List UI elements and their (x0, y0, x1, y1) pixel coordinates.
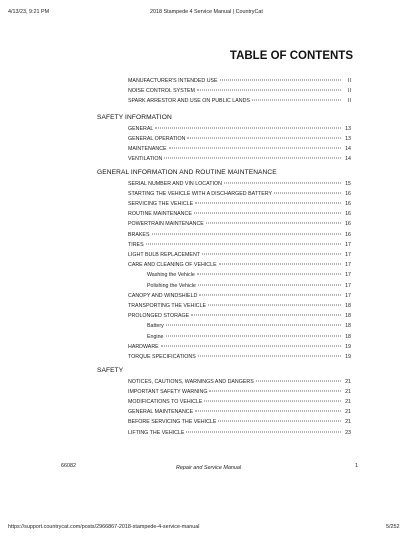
toc-entry-page: 21 (345, 388, 351, 395)
toc-dot-leader (195, 411, 341, 412)
toc-entry-page: 14 (345, 145, 351, 152)
toc-entry-title: ROUTINE MAINTENANCE (128, 211, 192, 218)
toc-entry-page: 21 (345, 398, 351, 405)
toc-entry (128, 135, 351, 143)
toc-entry-title: GENERAL (128, 125, 154, 132)
toc-dot-leader (199, 294, 341, 295)
toc-entry (128, 97, 351, 105)
toc-entry (128, 145, 351, 153)
toc-entry-page: 16 (345, 200, 351, 207)
toc-entry (128, 180, 351, 188)
toc-section-heading: SAFETY (97, 367, 124, 374)
document-number: 66082 (61, 463, 76, 469)
toc-dot-leader (164, 158, 341, 159)
toc-dot-leader (202, 253, 341, 254)
toc-entry-page: 17 (345, 292, 351, 299)
toc-dot-leader (197, 90, 341, 91)
toc-entry-title: NOISE CONTROL SYSTEM (128, 88, 195, 95)
toc-entry-title: PROLONGED STORAGE (128, 313, 190, 320)
toc-entry (128, 231, 351, 239)
toc-entry-title: Washing the Vehicle (147, 272, 195, 279)
toc-entry-title: GENERAL OPERATION (128, 135, 186, 142)
toc-entry-page: 16 (345, 231, 351, 238)
toc-dot-leader (191, 315, 341, 316)
toc-dot-leader (274, 192, 341, 193)
toc-entry (128, 418, 351, 426)
toc-section-heading: GENERAL INFORMATION AND ROUTINE MAINTENANCE (97, 169, 277, 176)
toc-entry (128, 302, 351, 310)
toc-entry-page: 17 (345, 241, 351, 248)
toc-entry (128, 241, 351, 249)
toc-entry-page: 13 (345, 135, 351, 142)
toc-entry-title: Engine (147, 333, 164, 340)
toc-entry-title: BEFORE SERVICING THE VEHICLE (128, 419, 217, 426)
print-url: https://support.countrycat.com/posts/2966867-2018-stampede-4-service-manual (8, 524, 200, 530)
toc-entry-title: TORQUE SPECIFICATIONS (128, 353, 196, 360)
print-page-title: 2018 Stampede 4 Service Manual | CountryCat (150, 9, 263, 15)
toc-entry-page: 18 (345, 313, 351, 320)
toc-entry (128, 398, 351, 406)
toc-entry-title: VENTILATION (128, 156, 163, 163)
toc-entry-title: LIFTING THE VEHICLE (128, 429, 185, 436)
toc-dot-leader (194, 213, 341, 214)
footer-page-number: 1 (355, 463, 359, 469)
toc-entry-title: CANOPY AND WINDSHIELD (128, 292, 198, 299)
toc-dot-leader (155, 127, 341, 128)
toc-entry-title: IMPORTANT SAFETY WARNING (128, 388, 208, 395)
toc-entry-page: 16 (345, 211, 351, 218)
toc-dot-leader (218, 421, 341, 422)
toc-entry-page: 18 (345, 333, 351, 340)
toc-dot-leader (198, 355, 341, 356)
toc-entry (128, 87, 351, 95)
toc-entry-page: 21 (345, 378, 351, 385)
toc-dot-leader (209, 390, 341, 391)
toc-entry-page: 23 (345, 429, 351, 436)
toc-entry-title: Polishing the Vehicle (147, 282, 196, 289)
toc-entry-title: MANUFACTURER'S INTENDED USE (128, 78, 218, 84)
toc-entry-title: Battery (147, 323, 164, 330)
toc-entry-page: 21 (345, 419, 351, 426)
toc-entry (128, 292, 351, 300)
toc-entry-title: STARTING THE VEHICLE WITH A DISCHARGED BATTERY (128, 190, 273, 197)
toc-entry-title: HARDWARE (128, 343, 159, 350)
toc-entry-title: NOTICES, CAUTIONS, WARNINGS AND DANGERS (128, 378, 254, 385)
toc-dot-leader (197, 274, 341, 275)
toc-entry-page: 18 (345, 323, 351, 330)
toc-subentry (147, 271, 351, 279)
toc-dot-leader (256, 380, 341, 381)
toc-entry (128, 200, 351, 208)
toc-entry-page: 14 (345, 156, 351, 163)
toc-entry (128, 220, 351, 228)
toc-dot-leader (252, 100, 341, 101)
toc-dot-leader (220, 80, 341, 81)
toc-entry-title: GENERAL MAINTENANCE (128, 409, 194, 416)
toc-entry-page: 16 (345, 190, 351, 197)
toc-entry-title: BRAKES (128, 231, 150, 238)
toc-dot-leader (219, 264, 341, 265)
toc-dot-leader (161, 345, 341, 346)
toc-entry (128, 77, 351, 85)
toc-entry (128, 155, 351, 163)
toc-entry-page: 21 (345, 409, 351, 416)
toc-entry-title: MODIFICATIONS TO VEHICLE (128, 398, 203, 405)
page-title: TABLE OF CONTENTS (229, 50, 353, 62)
toc-dot-leader (186, 431, 341, 432)
toc-entry-page: II (348, 78, 351, 84)
toc-entry-page: 17 (345, 251, 351, 258)
toc-entry (128, 312, 351, 320)
toc-entry (128, 429, 351, 437)
toc-entry (128, 125, 351, 133)
toc-section-heading: SAFETY INFORMATION (97, 114, 172, 121)
toc-dot-leader (169, 147, 341, 148)
toc-dot-leader (195, 202, 341, 203)
toc-entry-title: SPARK ARRESTOR AND USE ON PUBLIC LANDS (128, 98, 250, 105)
toc-entry (128, 210, 351, 218)
toc-subentry (147, 322, 351, 330)
toc-entry-page: 13 (345, 125, 351, 132)
print-page-count: 5/252 (386, 524, 400, 530)
toc-entry-title: TIRES (128, 241, 144, 248)
toc-subentry (147, 333, 351, 341)
toc-dot-leader (187, 137, 341, 138)
toc-entry-title: SERVICING THE VEHICLE (128, 200, 194, 207)
toc-entry-page: II (348, 88, 351, 95)
toc-entry-title: POWERTRAIN MAINTENANCE (128, 221, 204, 228)
toc-entry-title: TRANSPORTING THE VEHICLE (128, 302, 207, 309)
toc-subentry (147, 282, 351, 290)
toc-entry (128, 408, 351, 416)
print-datetime: 4/13/23, 9:21 PM (8, 9, 50, 15)
toc-dot-leader (224, 182, 341, 183)
toc-dot-leader (198, 284, 341, 285)
toc-entry (128, 353, 351, 361)
toc-entry (128, 388, 351, 396)
toc-entry-page: 19 (345, 343, 351, 350)
toc-dot-leader (146, 243, 341, 244)
toc-entry-page: II (348, 98, 351, 105)
toc-entry-page: 17 (345, 282, 351, 289)
toc-entry (128, 261, 351, 269)
toc-dot-leader (206, 223, 341, 224)
toc-dot-leader (204, 400, 341, 401)
toc-entry-title: LIGHT BULB REPLACEMENT (128, 251, 201, 258)
toc-dot-leader (208, 304, 341, 305)
toc-entry-title: CARE AND CLEANING OF VEHICLE (128, 262, 217, 269)
toc-entry-title: MAINTENANCE (128, 145, 167, 152)
toc-entry-page: 19 (345, 353, 351, 360)
toc-dot-leader (166, 335, 342, 336)
toc-entry (128, 190, 351, 198)
toc-entry (128, 251, 351, 259)
toc-entry-page: 16 (345, 221, 351, 228)
toc-dot-leader (152, 233, 342, 234)
toc-entry (128, 378, 351, 386)
toc-entry-title: SERIAL NUMBER AND VIN LOCATION (128, 180, 222, 187)
toc-entry-page: 15 (345, 180, 351, 187)
footer-manual-name: Repair and Service Manual (176, 465, 242, 471)
toc-entry-page: 17 (345, 272, 351, 279)
toc-dot-leader (166, 325, 341, 326)
toc-entry (128, 343, 351, 351)
toc-entry-page: 17 (345, 262, 351, 269)
toc-entry-page: 18 (345, 302, 351, 309)
